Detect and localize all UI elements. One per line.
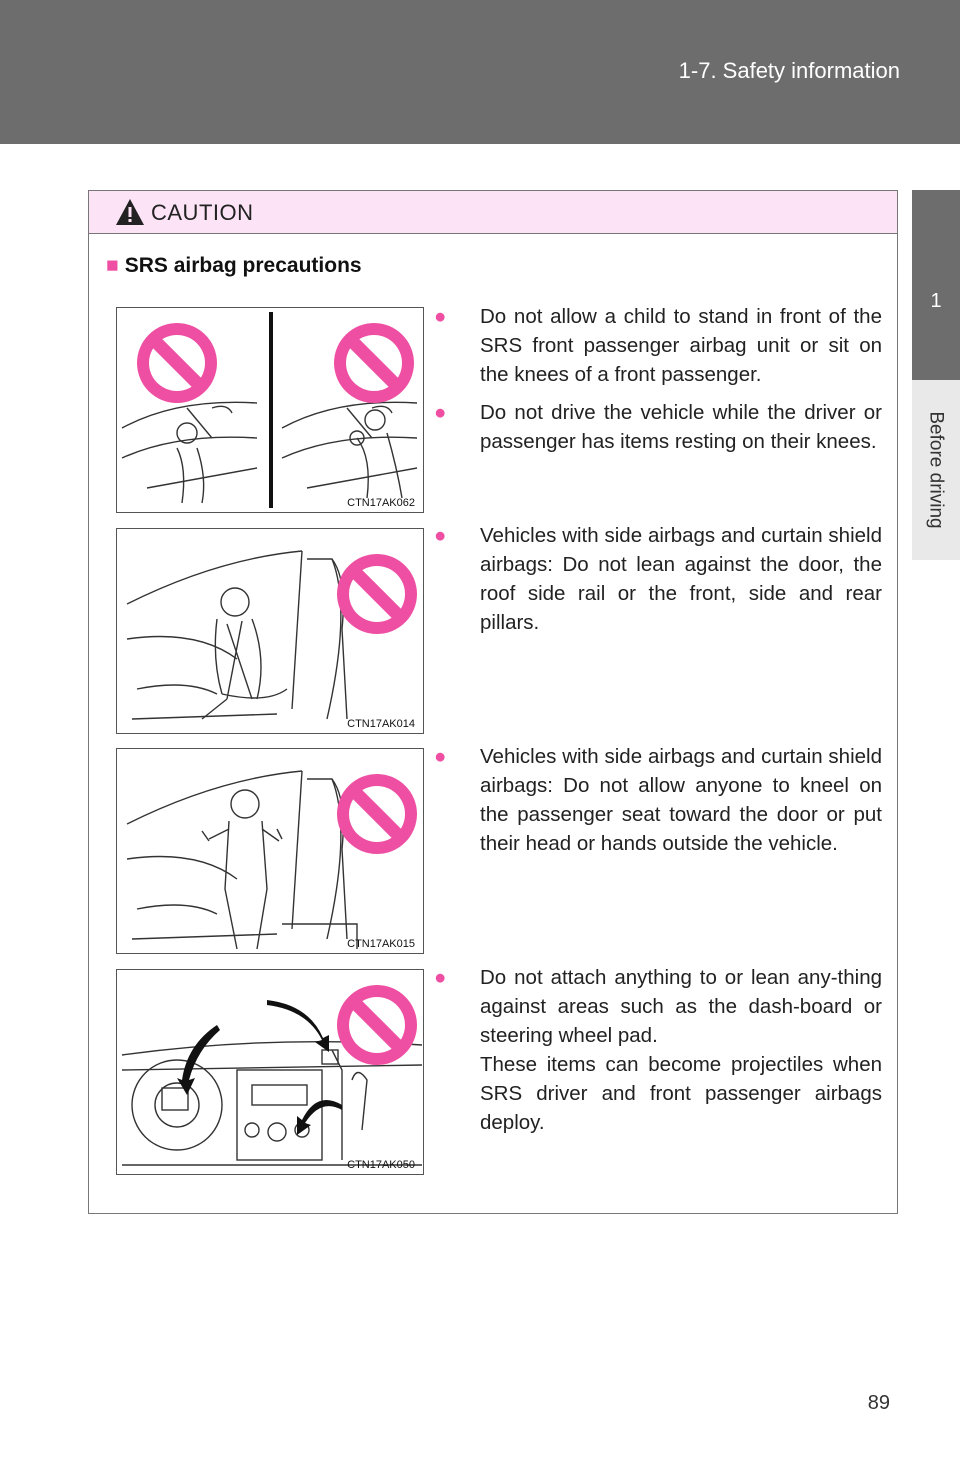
- square-bullet-icon: ■: [106, 254, 119, 277]
- round-bullet-icon: ●: [434, 966, 447, 989]
- caution-title: CAUTION: [151, 200, 254, 225]
- figure-code: CTN17AK050: [347, 1159, 415, 1171]
- section-title: ■ SRS airbag precautions: [106, 254, 362, 277]
- caution-header: [89, 191, 897, 234]
- figure-code: CTN17AK015: [347, 938, 415, 950]
- prohibited-icon: [337, 554, 417, 634]
- page-number: 89: [867, 1392, 890, 1414]
- figure-dashboard-items: [116, 969, 424, 1175]
- prohibited-icon: [334, 323, 414, 403]
- illustration: [117, 308, 424, 513]
- figure-child-front-airbag: [116, 307, 424, 513]
- chapter-tab: [912, 190, 960, 380]
- warning-icon: [115, 198, 145, 226]
- bullet-item: ● Do not drive the vehicle while the driver or passenger has items resting on their knees.: [434, 398, 882, 456]
- figure-lean-door: [116, 528, 424, 734]
- bullet-item: ● Vehicles with side airbags and curtain shield airbags: Do not lean against the door, the roof side rail or the front, side and rear pillars.: [434, 521, 882, 637]
- chapter-label: Before driving: [926, 411, 948, 529]
- round-bullet-icon: ●: [434, 401, 447, 424]
- prohibited-icon: [337, 774, 417, 854]
- figure-kneel-seat: [116, 748, 424, 954]
- illustration: [117, 749, 424, 954]
- figure-code: CTN17AK014: [347, 718, 415, 730]
- section-header: 1-7. Safety information: [678, 58, 900, 83]
- illustration: [117, 529, 424, 734]
- round-bullet-icon: ●: [434, 745, 447, 768]
- round-bullet-icon: ●: [434, 524, 447, 547]
- chapter-number: 1: [930, 290, 942, 312]
- illustration: [117, 970, 424, 1175]
- bullet-item: ● Vehicles with side airbags and curtain shield airbags: Do not allow anyone to kneel on the passenger seat toward the door or put their head or hands outside the vehicle.: [434, 742, 882, 858]
- prohibited-icon: [337, 985, 417, 1065]
- bullet-item: ● Do not allow a child to stand in front of the SRS front passenger airbag unit or sit on the knees of a front passenger.: [434, 302, 882, 389]
- figure-code: CTN17AK062: [347, 497, 415, 509]
- bullet-item: ● Do not attach anything to or lean any-thing against areas such as the dash-board or steering wheel pad. These items can become projectiles when SRS driver and front passenger airbags deploy.: [434, 963, 882, 1137]
- round-bullet-icon: ●: [434, 305, 447, 328]
- prohibited-icon: [137, 323, 217, 403]
